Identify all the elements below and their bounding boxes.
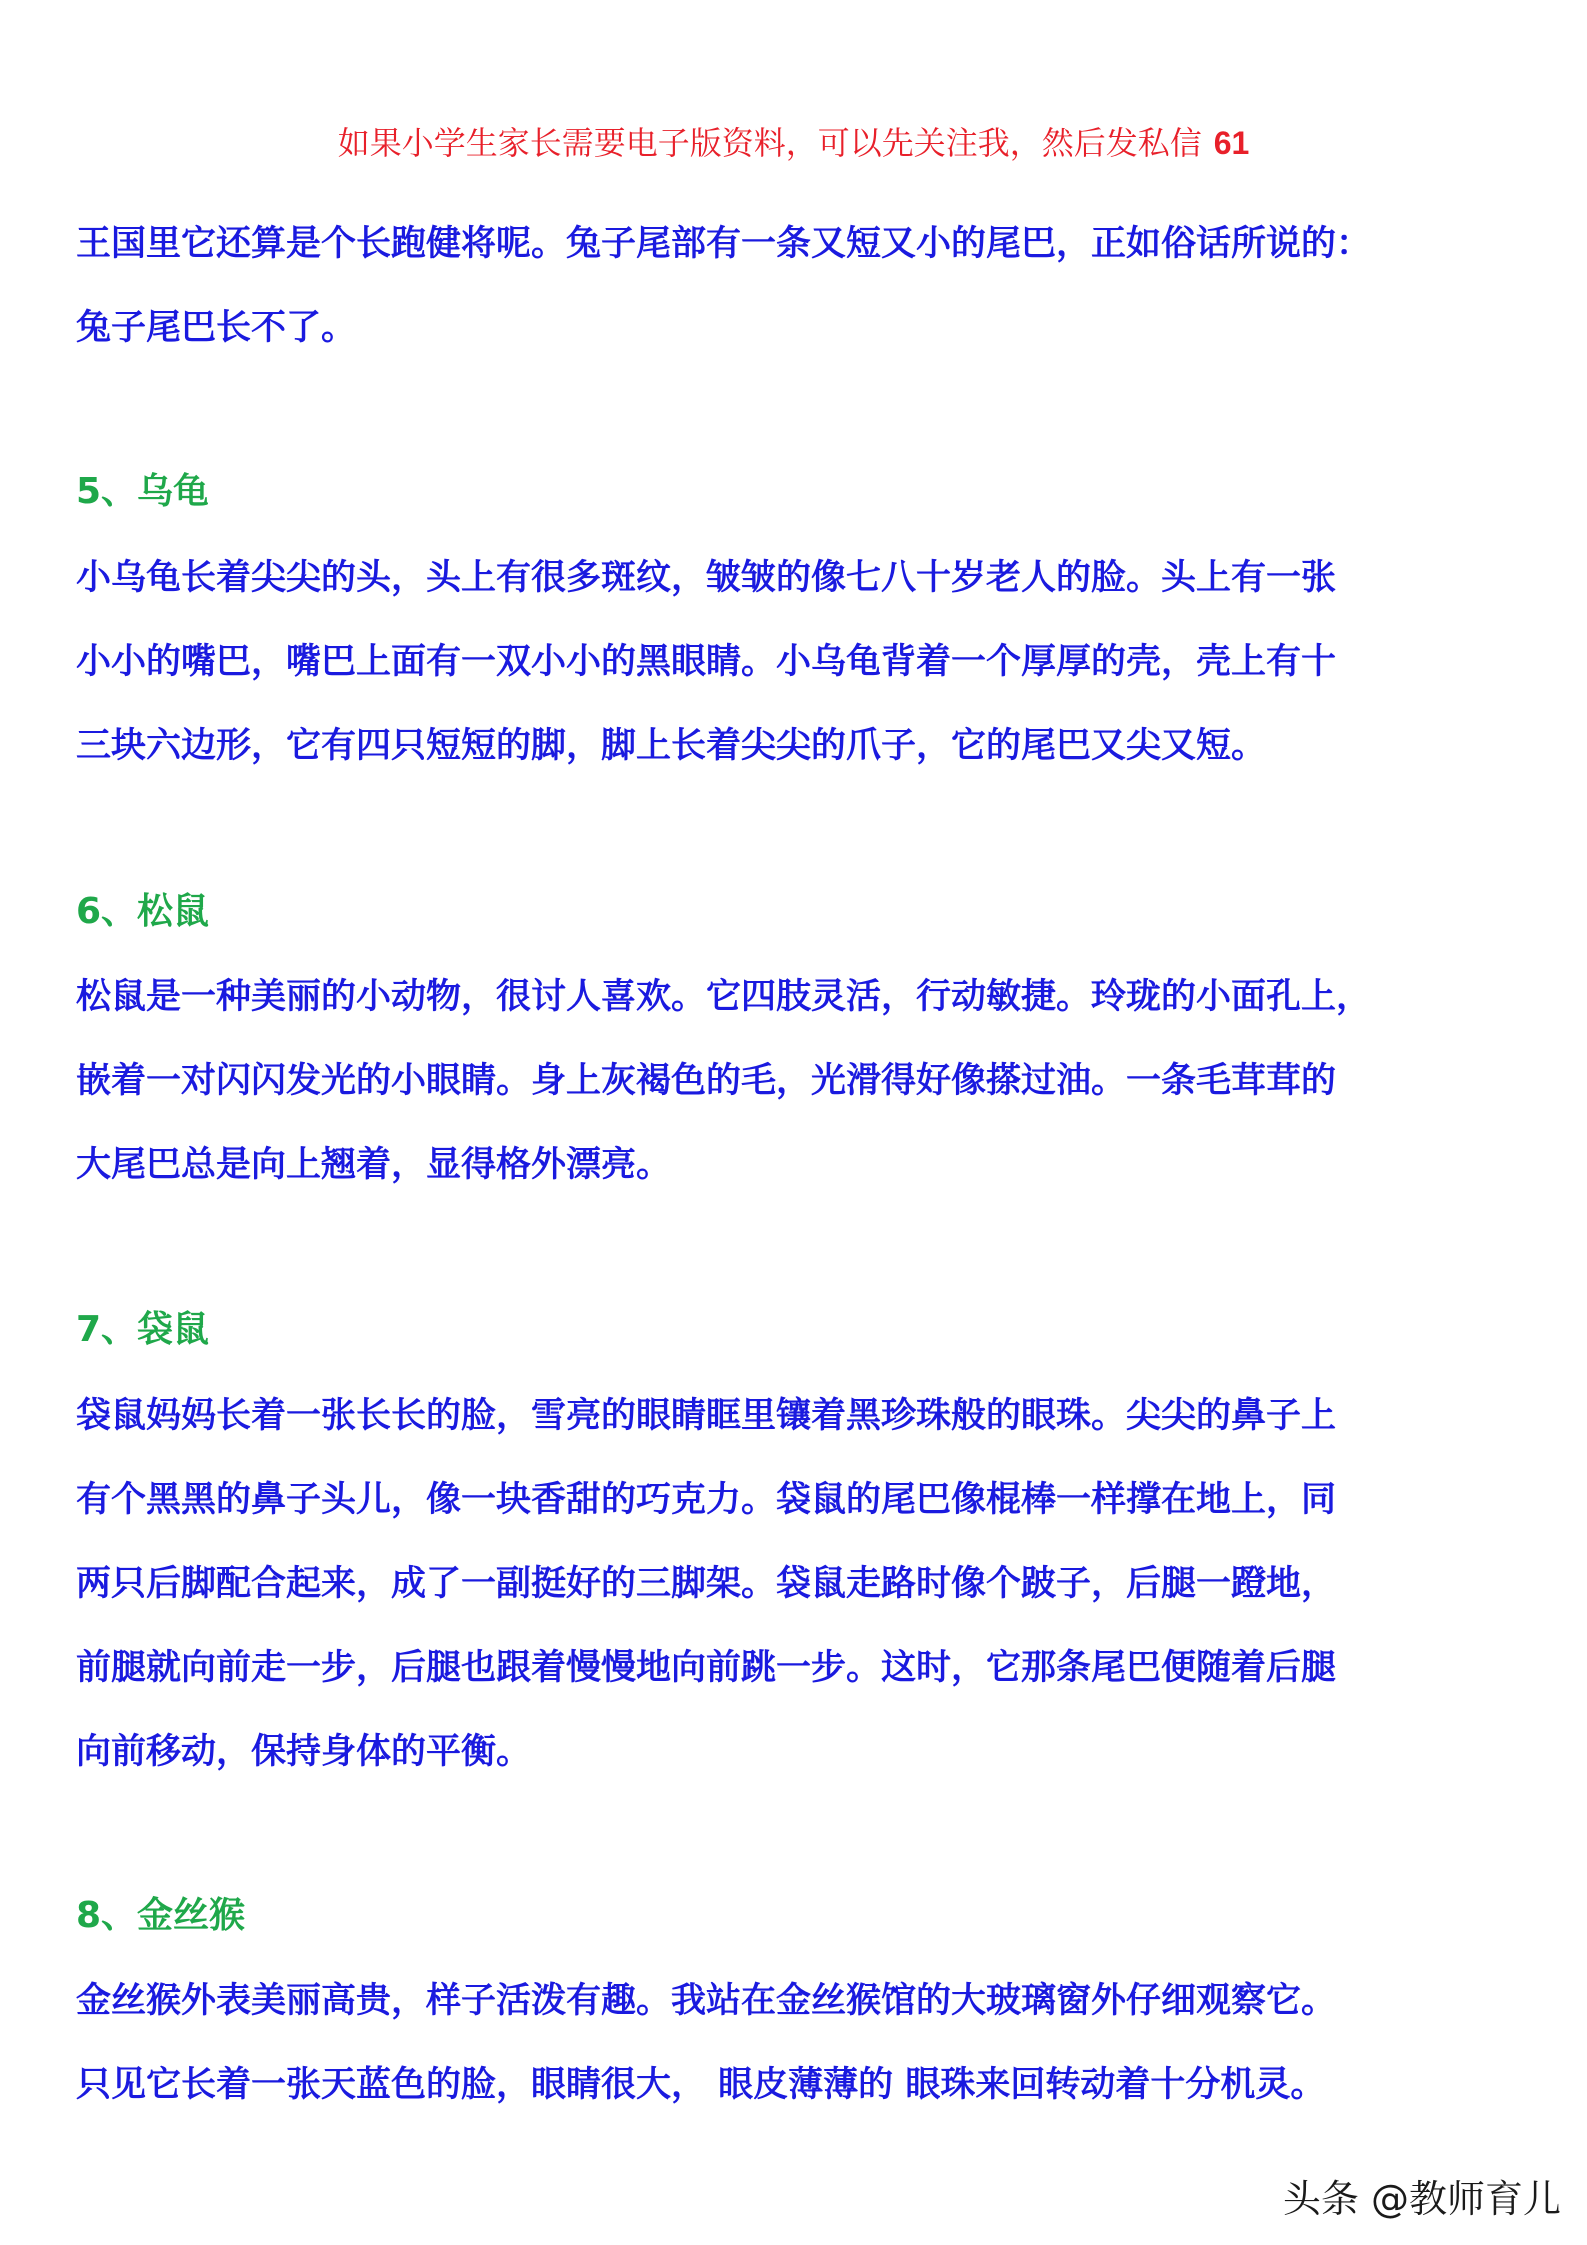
- paragraph-line: 两只后脚配合起来，成了一副挺好的三脚架。袋鼠走路时像个跛子，后腿一蹬地，: [76, 1564, 1337, 1604]
- paragraph-line: 小乌龟长着尖尖的头，头上有很多斑纹，皱皱的像七八十岁老人的脸。头上有一张: [76, 558, 1337, 598]
- paragraph-line: 小小的嘴巴，嘴巴上面有一双小小的黑眼睛。小乌龟背着一个厚厚的壳，壳上有十: [76, 642, 1337, 682]
- section-heading-squirrel: 6、松鼠: [76, 891, 210, 932]
- paragraph-line: 金丝猴外表美丽高贵，样子活泼有趣。我站在金丝猴馆的大玻璃窗外仔细观察它。: [76, 1981, 1337, 2021]
- section-heading-kangaroo: 7、袋鼠: [76, 1309, 210, 1350]
- section-heading-turtle: 5、乌龟: [76, 471, 210, 512]
- section-heading-golden-monkey: 8、金丝猴: [76, 1895, 246, 1936]
- source-watermark: 头条 @教师育儿: [1282, 2177, 1561, 2221]
- page-header: [0, 118, 1587, 164]
- header-text: 如果小学生家长需要电子版资料，可以先关注我，然后发私信: [337, 124, 1202, 162]
- paragraph-line: 前腿就向前走一步，后腿也跟着慢慢地向前跳一步。这时，它那条尾巴便随着后腿: [76, 1648, 1337, 1688]
- intro-paragraph: [76, 202, 1526, 370]
- paragraph-line: 有个黑黑的鼻子头儿，像一块香甜的巧克力。袋鼠的尾巴像棍棒一样撑在地上，同: [76, 1480, 1337, 1520]
- paragraph-line: 松鼠是一种美丽的小动物，很讨人喜欢。它四肢灵活，行动敏捷。玲珑的小面孔上，: [76, 977, 1372, 1017]
- section-paragraph-kangaroo: [76, 1374, 1526, 1794]
- paragraph-line: 向前移动，保持身体的平衡。: [76, 1732, 532, 1772]
- paragraph-line: 只见它长着一张天蓝色的脸，眼睛很大， 眼皮薄薄的 眼珠来回转动着十分机灵。: [76, 2065, 1326, 2105]
- paragraph-line: 兔子尾巴长不了。: [76, 308, 357, 348]
- page-number: 61: [1213, 125, 1250, 161]
- paragraph-line: 袋鼠妈妈长着一张长长的脸，雪亮的眼睛眶里镶着黑珍珠般的眼珠。尖尖的鼻子上: [76, 1396, 1337, 1436]
- section-paragraph-turtle: [76, 536, 1526, 788]
- paragraph-line: 王国里它还算是个长跑健将呢。兔子尾部有一条又短又小的尾巴，正如俗话所说的：: [76, 224, 1372, 264]
- paragraph-line: 嵌着一对闪闪发光的小眼睛。身上灰褐色的毛，光滑得好像搽过油。一条毛茸茸的: [76, 1061, 1337, 1101]
- section-paragraph-squirrel: [76, 955, 1526, 1207]
- section-paragraph-golden-monkey: [76, 1959, 1526, 2127]
- paragraph-line: 三块六边形，它有四只短短的脚，脚上长着尖尖的爪子，它的尾巴又尖又短。: [76, 726, 1267, 766]
- paragraph-line: 大尾巴总是向上翘着，显得格外漂亮。: [76, 1145, 672, 1185]
